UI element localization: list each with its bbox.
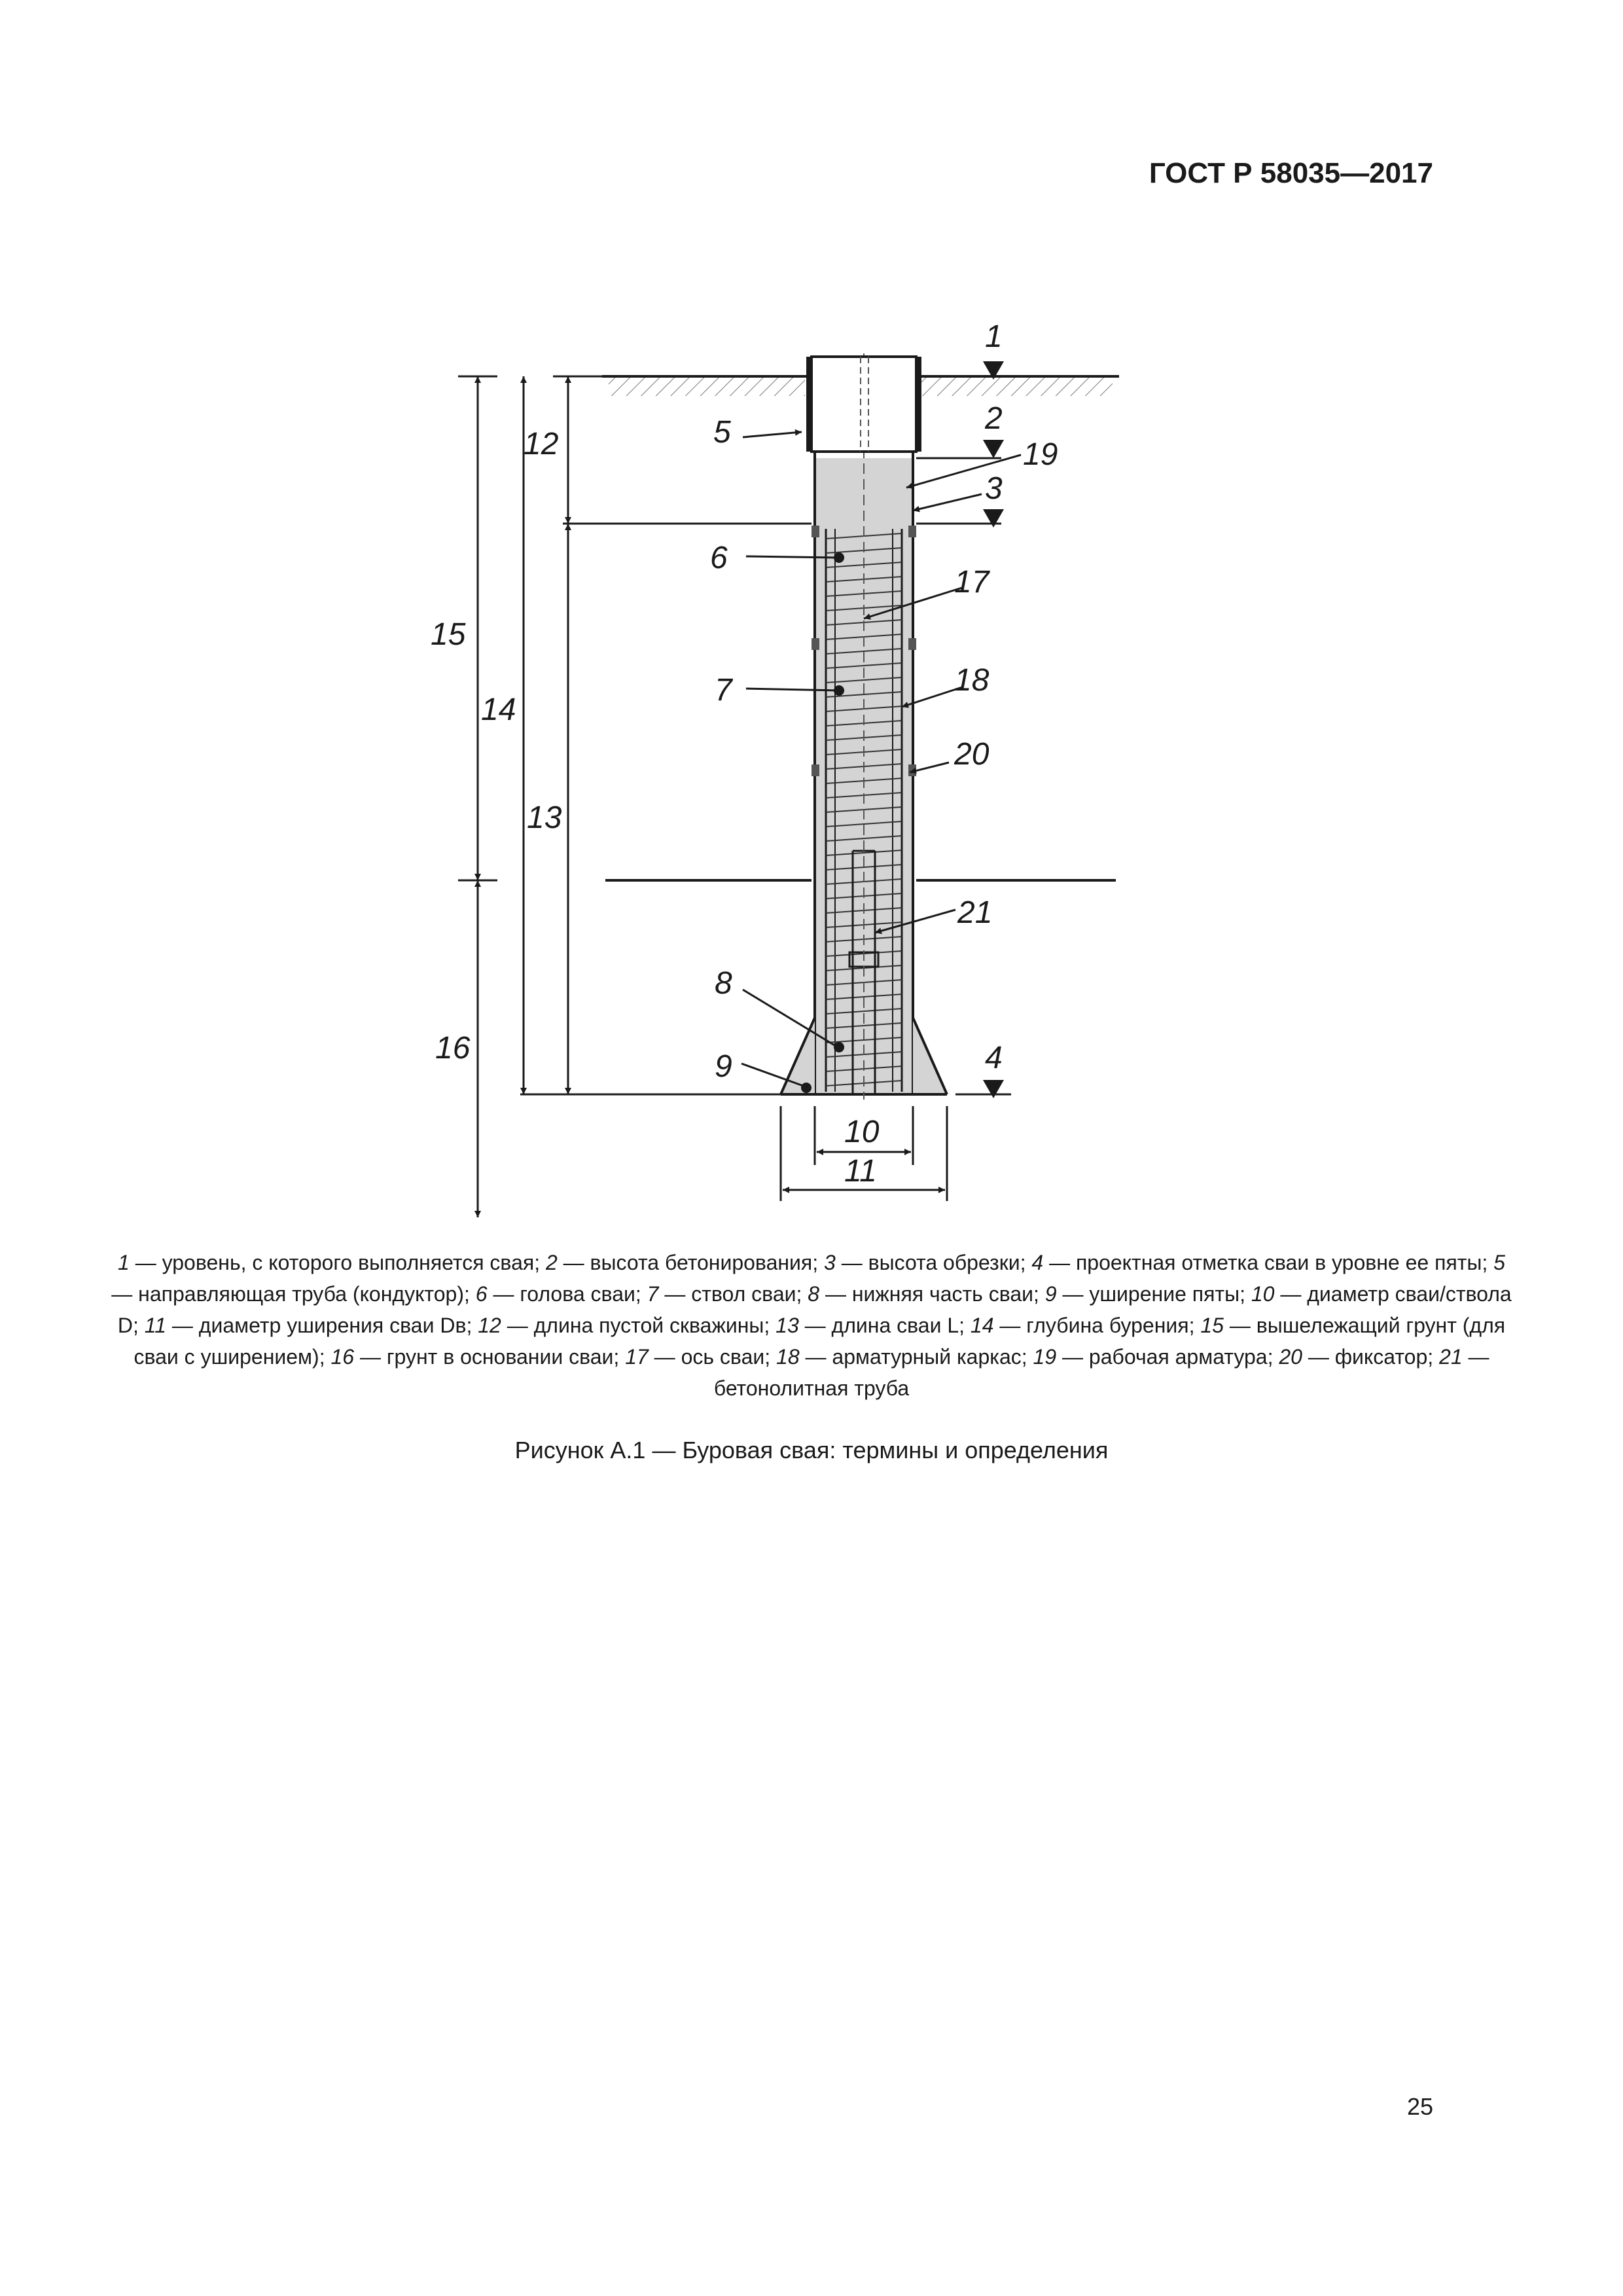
legend-text: — высота бетонирования; xyxy=(557,1251,825,1274)
legend-text: — фиксатор; xyxy=(1302,1345,1440,1369)
diagram-labels xyxy=(431,319,1058,1189)
label-20: 20 xyxy=(954,737,990,772)
label-7: 7 xyxy=(715,673,732,708)
legend-number: 8 xyxy=(808,1282,820,1306)
legend-text: — грунт в основании сваи; xyxy=(354,1345,626,1369)
legend-item xyxy=(330,1345,625,1369)
legend-item xyxy=(1033,1345,1279,1369)
legend-number: 18 xyxy=(776,1345,800,1369)
legend-text: — диаметр уширения сваи Dв; xyxy=(166,1314,478,1337)
legend-number: 19 xyxy=(1033,1345,1057,1369)
label-19: 19 xyxy=(1023,437,1058,472)
label-9: 9 xyxy=(715,1049,732,1084)
label-6: 6 xyxy=(710,541,728,575)
legend-number: 12 xyxy=(478,1314,501,1337)
label-15: 15 xyxy=(431,617,466,652)
legend-number: 3 xyxy=(824,1251,836,1274)
legend-text: — ось сваи; xyxy=(648,1345,777,1369)
legend-number: 6 xyxy=(475,1282,488,1306)
legend-number: 14 xyxy=(970,1314,994,1337)
label-12: 12 xyxy=(524,427,559,461)
figure-caption: Рисунок А.1 — Буровая свая: термины и определения xyxy=(514,1437,1109,1463)
legend-number: 20 xyxy=(1279,1345,1302,1369)
level-lines xyxy=(520,458,1011,1094)
legend-text: — вышележащий грунт (для сваи с уширением); xyxy=(134,1314,1506,1369)
legend-text: — длина сваи L; xyxy=(798,1314,971,1337)
legend-number: 5 xyxy=(1493,1251,1505,1274)
figure-legend xyxy=(111,1247,1512,1404)
legend-item xyxy=(647,1282,808,1306)
label-1: 1 xyxy=(985,319,1003,354)
label-14: 14 xyxy=(481,692,516,727)
legend-item xyxy=(118,1251,546,1274)
label-2: 2 xyxy=(985,401,1003,436)
legend-item xyxy=(625,1345,776,1369)
legend-text: — нижняя часть сваи; xyxy=(819,1282,1045,1306)
legend-number: 1 xyxy=(118,1251,130,1274)
legend-item xyxy=(1045,1282,1251,1306)
label-17: 17 xyxy=(954,565,990,600)
label-11: 11 xyxy=(844,1154,877,1189)
legend-item xyxy=(1279,1345,1439,1369)
legend-text: — длина пустой скважины; xyxy=(501,1314,776,1337)
legend-number: 21 xyxy=(1439,1345,1463,1369)
legend-text: — диаметр сваи/ствола D; xyxy=(117,1282,1512,1337)
legend-text: — бетонолитная труба xyxy=(713,1345,1489,1400)
document-header: ГОСТ Р 58035—2017 xyxy=(1149,157,1433,189)
legend-item xyxy=(546,1251,824,1274)
legend-text: — глубина бурения; xyxy=(993,1314,1201,1337)
legend-number: 9 xyxy=(1044,1282,1057,1306)
legend-item xyxy=(1031,1251,1493,1274)
legend-item xyxy=(478,1314,776,1337)
legend-number: 15 xyxy=(1200,1314,1224,1337)
label-4: 4 xyxy=(985,1041,1003,1075)
legend-number: 16 xyxy=(330,1345,355,1369)
legend-item xyxy=(776,1314,971,1337)
legend-text: — голова сваи; xyxy=(487,1282,647,1306)
label-10: 10 xyxy=(844,1115,880,1149)
page-number: 25 xyxy=(1406,2093,1433,2120)
legend-number: 17 xyxy=(625,1345,649,1369)
legend-item xyxy=(476,1282,647,1306)
legend-number: 7 xyxy=(647,1282,659,1306)
legend-number: 2 xyxy=(545,1251,558,1274)
legend-text: — арматурный каркас; xyxy=(799,1345,1033,1369)
guide-casing xyxy=(806,357,921,452)
legend-text: — уширение пяты; xyxy=(1056,1282,1251,1306)
legend-number: 10 xyxy=(1251,1282,1275,1306)
legend-number: 11 xyxy=(144,1314,167,1337)
legend-item xyxy=(808,1282,1045,1306)
legend-number: 4 xyxy=(1031,1251,1044,1274)
label-18: 18 xyxy=(954,663,990,698)
legend-item xyxy=(971,1314,1200,1337)
label-13: 13 xyxy=(527,800,562,835)
legend-number: 13 xyxy=(776,1314,799,1337)
legend-text: — проектная отметка сваи в уровне ее пяты; xyxy=(1043,1251,1494,1274)
legend-text: — направляющая труба (кондуктор); xyxy=(111,1282,476,1306)
label-8: 8 xyxy=(715,966,732,1001)
legend-text: — высота обрезки; xyxy=(835,1251,1032,1274)
legend-item xyxy=(776,1345,1033,1369)
legend-text: — рабочая арматура; xyxy=(1056,1345,1279,1369)
label-3: 3 xyxy=(985,471,1003,506)
legend-text: — уровень, с которого выполняется свая; xyxy=(129,1251,546,1274)
label-16: 16 xyxy=(435,1031,471,1066)
legend-item xyxy=(145,1314,478,1337)
label-5: 5 xyxy=(713,415,731,450)
label-21: 21 xyxy=(957,895,993,930)
legend-item xyxy=(824,1251,1031,1274)
legend-text: — ствол сваи; xyxy=(658,1282,808,1306)
